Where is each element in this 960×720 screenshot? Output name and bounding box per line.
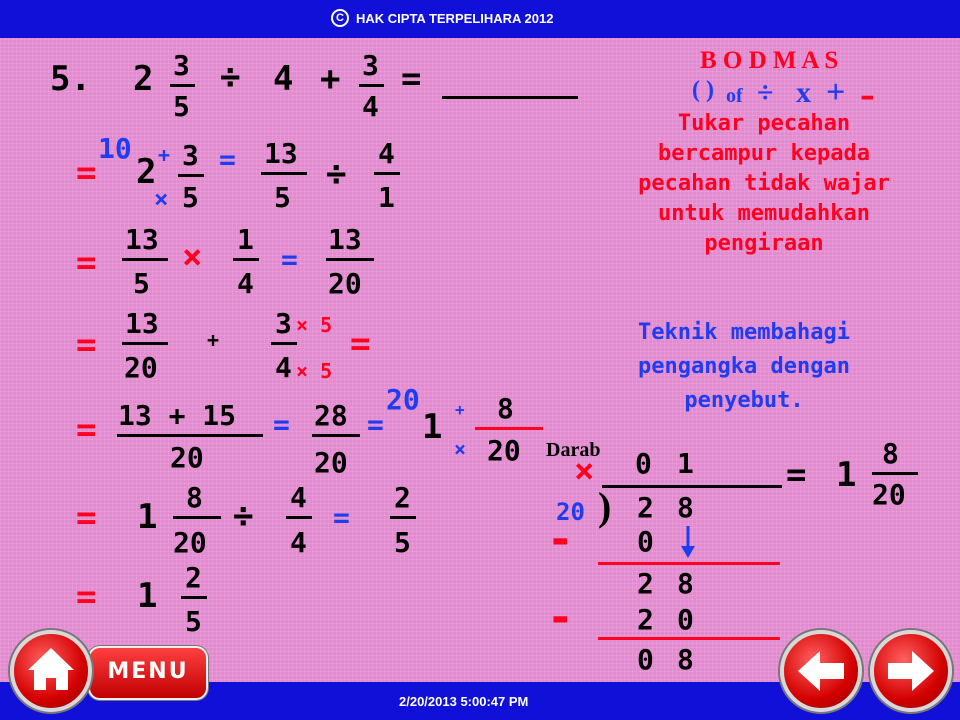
step1-den-3: 1 — [378, 181, 395, 214]
note-line: Teknik membahagi — [638, 320, 850, 345]
step3-num-1: 13 — [125, 307, 159, 340]
step1-num-3: 4 — [378, 137, 395, 170]
bodmas-brackets: ( ) — [692, 77, 714, 103]
step5-den-2: 4 — [290, 526, 307, 559]
step3-den-1: 20 — [124, 351, 158, 384]
step1-ten: 10 — [98, 132, 132, 165]
fraction-bar — [181, 596, 207, 599]
subtraction-line — [598, 637, 780, 640]
step4-den-2: 20 — [314, 446, 348, 479]
q-whole-2: 4 — [273, 59, 294, 99]
longdiv-sub-1: 0 — [637, 525, 654, 558]
answer-blank — [442, 96, 578, 99]
fraction-bar — [359, 84, 384, 87]
home-icon — [14, 634, 88, 708]
longdiv-quotient-1: 1 — [677, 447, 694, 480]
step1-equals-2: = — [219, 143, 236, 176]
menu-button-label: MENU — [107, 659, 189, 684]
menu-button[interactable] — [88, 646, 208, 700]
step5-den-3: 5 — [394, 526, 411, 559]
step3-den-2: 4 — [275, 351, 292, 384]
header-bar — [0, 0, 960, 38]
step1-whole: 2 — [136, 152, 157, 192]
step3-equals: = — [76, 325, 97, 365]
step6-whole: 1 — [137, 576, 158, 616]
step1-num-2: 13 — [264, 137, 298, 170]
step3-times-5-den: × 5 — [296, 359, 333, 383]
step2-num-1: 13 — [125, 223, 159, 256]
arrow-right-icon — [874, 634, 948, 708]
step2-equals: = — [76, 243, 97, 283]
step4-plus: + — [455, 400, 465, 419]
step4-num-2: 28 — [314, 399, 348, 432]
step5-den: 20 — [173, 526, 207, 559]
longdiv-sub-2b: 0 — [677, 603, 694, 636]
q-whole-1: 2 — [133, 59, 154, 99]
step1-times: × — [154, 185, 169, 213]
step1-den: 5 — [182, 181, 199, 214]
longdiv-rem-2b: 8 — [677, 643, 694, 676]
step4-equals-2: = — [273, 408, 290, 441]
step6-equals: = — [76, 577, 97, 617]
next-button[interactable] — [870, 630, 952, 712]
arrow-left-icon — [784, 634, 858, 708]
longdiv-dividend-2: 8 — [677, 491, 694, 524]
note-division-technique — [596, 316, 892, 418]
subtraction-line — [598, 562, 780, 565]
longdiv-times: × — [574, 451, 595, 491]
step5-equals-2: = — [333, 501, 350, 534]
q-plus-sign: + — [320, 59, 341, 99]
fraction-bar — [271, 342, 297, 345]
step1-divide: ÷ — [326, 154, 347, 194]
question-number: 5. — [50, 59, 91, 99]
q-num-1: 3 — [173, 49, 190, 82]
fraction-bar — [374, 172, 400, 175]
note-line: pecahan tidak wajar — [638, 171, 890, 196]
note-line: pengiraan — [704, 231, 824, 256]
step4-num: 13 + 15 — [118, 399, 237, 432]
longdiv-rem-1b: 8 — [677, 567, 694, 600]
step4-den: 20 — [170, 441, 204, 474]
step2-num-2: 1 — [237, 223, 254, 256]
step5-equals: = — [76, 498, 97, 538]
longdiv-sub-2a: 2 — [637, 603, 654, 636]
fraction-bar — [117, 434, 263, 437]
longdiv-minus-1: - — [547, 514, 574, 565]
bodmas-divide: ÷ — [757, 76, 774, 109]
step2-equals-2: = — [281, 243, 298, 276]
step6-den: 5 — [185, 605, 202, 638]
fraction-bar — [178, 174, 204, 177]
step3-equals-2: = — [350, 324, 371, 364]
note-line: Tukar pecahan — [677, 111, 851, 136]
fraction-bar — [233, 258, 259, 261]
longdiv-quotient-0: 0 — [635, 447, 652, 480]
step3-times-5-num: × 5 — [296, 313, 333, 337]
step5-num-2: 4 — [290, 481, 307, 514]
fraction-bar — [122, 342, 168, 345]
longdiv-dividend-1: 2 — [637, 491, 654, 524]
bodmas-plus: + — [826, 74, 846, 111]
q-den-2: 4 — [362, 90, 379, 123]
step5-whole: 1 — [137, 497, 158, 537]
bodmas-times: x — [796, 76, 811, 109]
bodmas-title: B O D M A S — [700, 47, 839, 74]
division-bar — [602, 485, 782, 488]
copyright-text: HAK CIPTA TERPELIHARA 2012 — [356, 11, 554, 26]
fraction-bar — [170, 84, 195, 87]
bodmas-minus: - — [860, 69, 875, 118]
step4-equals: = — [76, 410, 97, 450]
fraction-bar — [261, 172, 307, 175]
copyright-icon: C — [331, 9, 349, 27]
step6-num: 2 — [185, 561, 202, 594]
step1-equals: = — [76, 153, 97, 193]
step1-den-2: 5 — [274, 181, 291, 214]
step4-twenty: 20 — [386, 383, 420, 416]
longdiv-equals: = — [786, 455, 807, 495]
step2-times: × — [182, 237, 203, 277]
step3-plus: + — [207, 328, 220, 352]
previous-button[interactable] — [780, 630, 862, 712]
q-equals: = — [401, 59, 422, 99]
fraction-bar — [326, 258, 374, 261]
step2-num-3: 13 — [328, 223, 362, 256]
longdiv-divisor: 20 — [556, 498, 585, 526]
step4-equals-3: = — [367, 408, 384, 441]
q-den-1: 5 — [173, 90, 190, 123]
longdiv-result-num: 8 — [882, 437, 899, 470]
longdiv-rem-2a: 0 — [637, 643, 654, 676]
note-line: bercampur kepada — [658, 141, 870, 166]
bodmas-of: of — [726, 85, 743, 107]
darab-label: Darab — [546, 439, 601, 461]
longdiv-result-whole: 1 — [836, 455, 857, 495]
note-improper-fraction — [596, 109, 932, 259]
step2-den-2: 4 — [237, 267, 254, 300]
step2-den-3: 20 — [328, 267, 362, 300]
step1-plus: + — [158, 143, 171, 167]
q-divide-sign: ÷ — [220, 57, 241, 97]
timestamp: 2/20/2013 5:00:47 PM — [399, 694, 529, 709]
arrow-down-icon — [680, 524, 700, 560]
note-line: penyebut. — [684, 388, 804, 413]
step4-num-3: 8 — [497, 392, 514, 425]
fraction-bar — [872, 472, 918, 475]
longdiv-rem-1a: 2 — [637, 567, 654, 600]
longdiv-result-den: 20 — [872, 478, 906, 511]
fraction-bar — [286, 516, 312, 519]
home-button[interactable] — [10, 630, 92, 712]
step5-divide: ÷ — [233, 496, 254, 536]
note-line: untuk memudahkan — [658, 201, 870, 226]
q-num-2: 3 — [362, 49, 379, 82]
step4-times: × — [454, 437, 467, 461]
step3-num-2: 3 — [275, 307, 292, 340]
fraction-bar — [312, 434, 360, 437]
step4-whole: 1 — [422, 407, 443, 447]
step4-den-3: 20 — [487, 434, 521, 467]
fraction-bar — [475, 427, 543, 430]
step2-den-1: 5 — [133, 267, 150, 300]
fraction-bar — [390, 516, 416, 519]
division-bracket: ) — [598, 484, 612, 529]
longdiv-minus-2: - — [547, 592, 574, 643]
step1-num: 3 — [182, 139, 199, 172]
note-line: pengangka dengan — [638, 354, 850, 379]
step5-num-3: 2 — [394, 481, 411, 514]
fraction-bar — [173, 516, 221, 519]
step5-num: 8 — [186, 481, 203, 514]
fraction-bar — [122, 258, 168, 261]
